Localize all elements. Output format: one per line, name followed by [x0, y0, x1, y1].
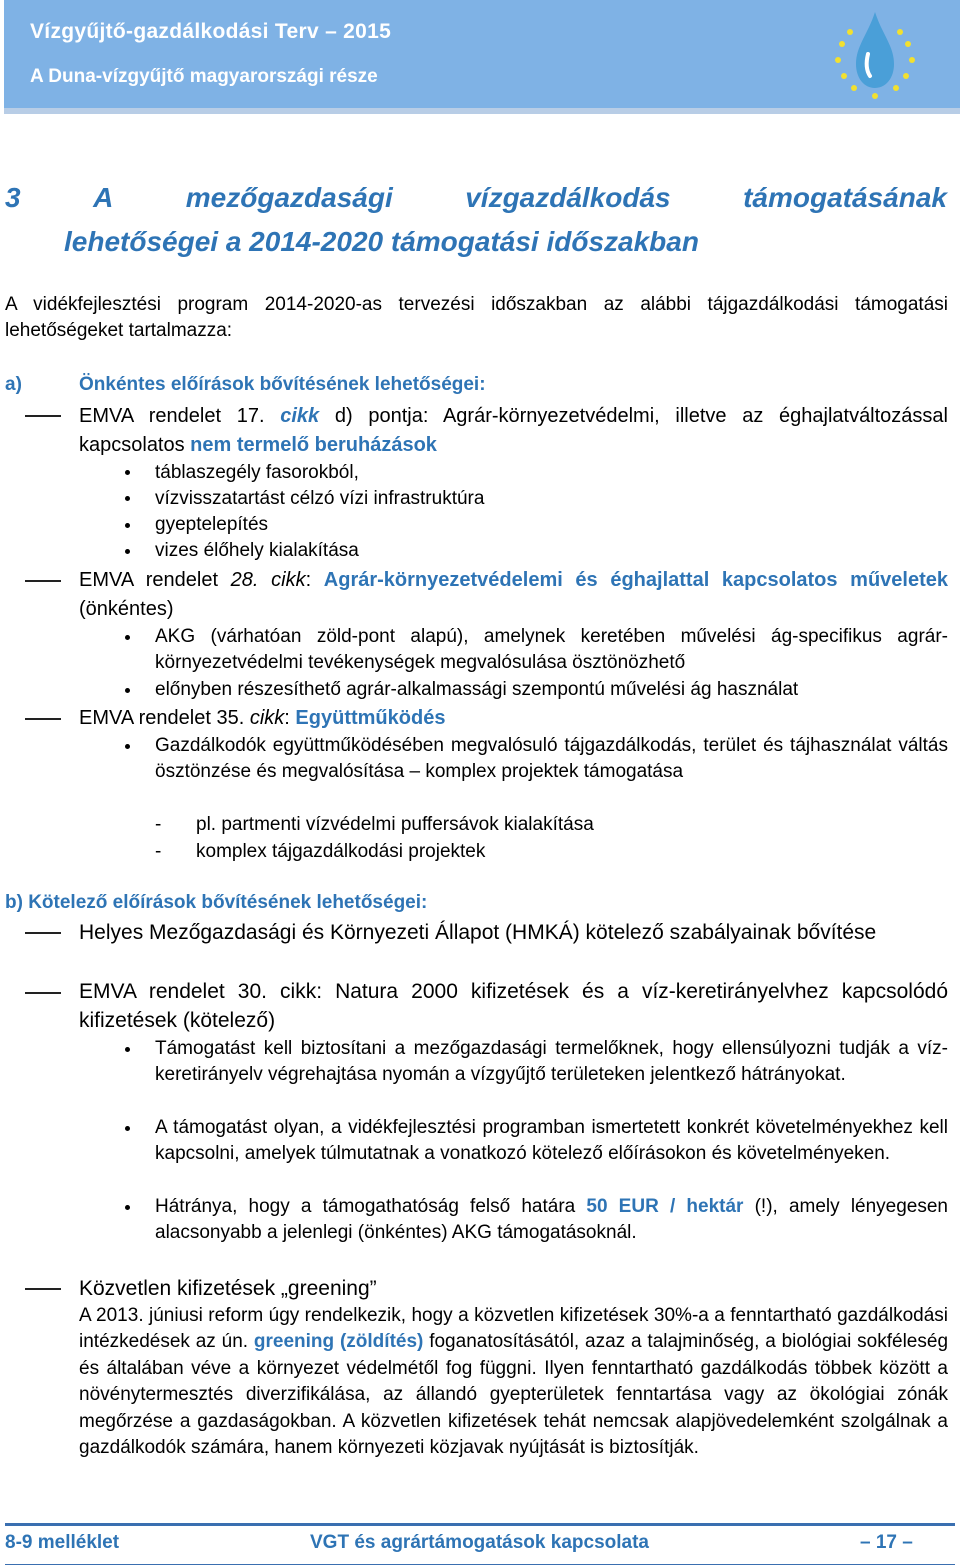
dash-marker [25, 992, 61, 994]
bullet [125, 496, 130, 501]
footer-center: VGT és agrártámogatások kapcsolata [310, 1532, 649, 1553]
section-a-title: Önkéntes előírások bővítésének lehetőségei: [79, 374, 486, 395]
bullet [125, 470, 130, 475]
a3-sub-item: pl. partmenti vízvédelmi puffersávok kialakítása [196, 814, 594, 835]
section-heading [5, 176, 947, 264]
b2-bullet: A támogatást olyan, a vidékfejlesztési programban ismertetett konkrét követelményekhez kell kapcsolni, amelyek túlmutatnak a vonatkozó kötelező előírásokon és követelményeken. [155, 1117, 948, 1165]
header-title: Vízgyűjtő-gazdálkodási Terv – 2015 [30, 20, 392, 43]
dash-marker [25, 580, 61, 582]
footer-left: 8-9 melléklet [5, 1532, 120, 1553]
footer-bottom-line [5, 1564, 955, 1565]
a1-bullet: vízvisszatartást célzó vízi infrastruktúra [155, 488, 485, 509]
dash-marker [25, 1288, 61, 1290]
footer-divider [5, 1523, 955, 1526]
a1-bullet: vizes élőhely kialakítása [155, 540, 359, 561]
bullet [125, 1205, 130, 1210]
heading-word: A [93, 182, 114, 213]
sub-dash: - [155, 814, 162, 835]
intro-paragraph: A vidékfejlesztési program 2014-2020-as tervezési időszakban az alábbi tájgazdálkodási támogatási lehetőségeket tartalmazza: [5, 294, 948, 342]
heading-number: 3 [5, 182, 21, 213]
bullet [125, 523, 130, 528]
a2-bullet: előnyben részesíthető agrár-alkalmassági szempontú művelési ág használat [155, 679, 799, 700]
a1-text: EMVA rendelet 17. cikk d) pontja: Agrár-környezetvédelmi, illetve az éghajlatváltozással kapcsolatos nem termelő beruházások [79, 405, 948, 456]
header-divider [4, 108, 960, 114]
sub-dash: - [155, 841, 162, 862]
page-number: – 17 – [860, 1532, 913, 1553]
water-drop-logo-icon [816, 4, 934, 104]
a2-text: EMVA rendelet 28. cikk: Agrár-környezetvédelemi és éghajlattal kapcsolatos műveletek (önkéntes) [79, 569, 948, 620]
b1-text: Helyes Mezőgazdasági és Környezeti Állapot (HMKÁ) kötelező szabályainak bővítése [79, 921, 877, 944]
section-b-title: b) Kötelező előírások bővítésének lehetőségei: [5, 892, 428, 913]
a1-bullet: táblaszegély fasorokból, [155, 462, 359, 483]
heading-word: vízgazdálkodás [465, 182, 671, 213]
b2-bullet: Támogatást kell biztosítani a mezőgazdasági termelőknek, hogy ellensúlyozni tudják a víz-keretirányelv végrehajtása nyomán a vízgyűjtő területeken jelentkező hátrányokat. [155, 1038, 948, 1086]
a2-bullet: AKG (várhatóan zöld-pont alapú), amelynek keretében művelési ág-specifikus agrár-környezetvédelmi tevékenységek megvalósulása ösztönözhető [155, 626, 948, 674]
heading-word: támogatásának [743, 182, 947, 213]
bullet [125, 744, 130, 749]
dash-marker [25, 932, 61, 934]
dash-marker [25, 718, 61, 720]
bullet [125, 635, 130, 640]
heading-line2: lehetőségei a 2014-2020 támogatási időszakban [64, 226, 699, 257]
a3-text: EMVA rendelet 35. cikk: Együttműködés [79, 707, 446, 729]
page-header [4, 0, 960, 108]
b2-text: EMVA rendelet 30. cikk: Natura 2000 kifizetések és a víz-keretirányelvhez kapcsolódó kifizetések (kötelező) [79, 980, 948, 1032]
header-subtitle: A Duna-vízgyűjtő magyarországi része [30, 66, 378, 87]
c1-paragraph: A 2013. júniusi reform úgy rendelkezik, hogy a közvetlen kifizetések 30%-a a fenntartható gazdálkodási intézkedések az ún. greening (zöldítés) foganatosításától, azaz a talajminőség, a biológiai sokféleség és általában véve a környezet védelmétől fog függni. Ilyen fenntartható gazdálkodás többek között a növénytermesztés diverzifikálása, az állandó gyepterületek fenntartása vagy az ökológiai zónák megőrzése a gazdaságokban. A közvetlen kifizetések tehát nemcsak alapjövedelemként szolgálnak a gazdálkodók számára, hanem környezeti közjavak nyújtását is biztosítják. [79, 1305, 949, 1459]
a3-sub-item: komplex tájgazdálkodási projektek [196, 841, 486, 862]
a3-bullet: Gazdálkodók együttműködésében megvalósuló tájgazdálkodás, terület és tájhasználat váltás ösztönzése és megvalósítása – komplex projektek támogatása [155, 735, 948, 783]
a1-bullet: gyeptelepítés [155, 514, 269, 535]
heading-word: mezőgazdasági [185, 182, 393, 213]
bullet [125, 688, 130, 693]
bullet [125, 549, 130, 554]
bullet [125, 1126, 130, 1131]
c1-title: Közvetlen kifizetések „greening” [79, 1277, 377, 1300]
b2-bullet: Hátránya, hogy a támogathatóság felső határa 50 EUR / hektár (!), amely lényegesen alacsonyabb a jelenlegi (önkéntes) AKG támogatásoknál. [155, 1196, 949, 1244]
bullet [125, 1047, 130, 1052]
dash-marker [25, 415, 61, 417]
section-a-label: a) [5, 374, 22, 395]
